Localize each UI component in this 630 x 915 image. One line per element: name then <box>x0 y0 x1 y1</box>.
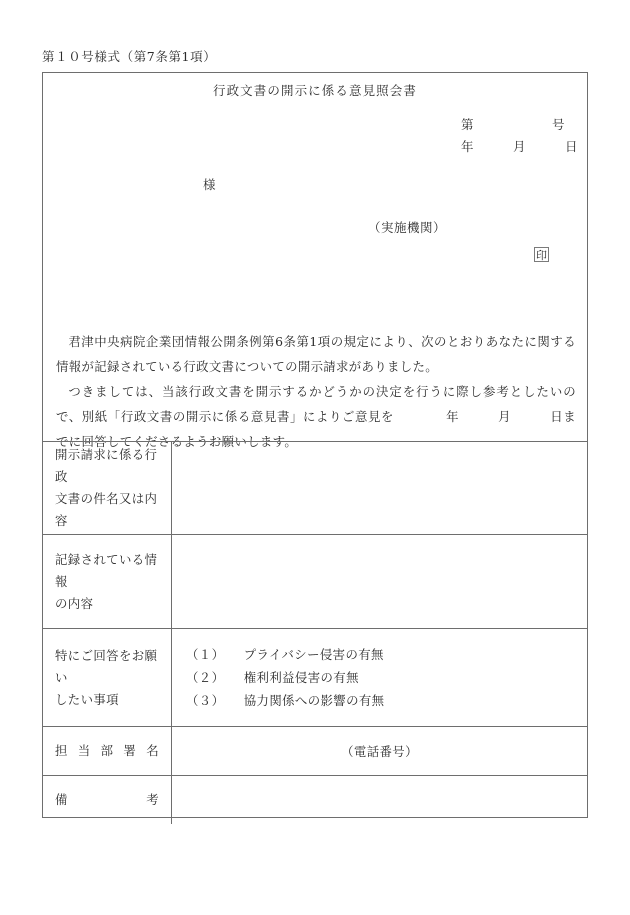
row-value-department-phone[interactable]: （電話番号） <box>172 727 588 776</box>
table-row <box>43 442 587 535</box>
label-char: 名 <box>146 743 159 758</box>
document-date-field[interactable]: 年 月 日 <box>461 139 579 154</box>
list-item: （３） 協力関係への影響の有無 <box>186 693 385 708</box>
body-paragraph-1: 君津中央病院企業団情報公開条例第6条第1項の規定により、次のとおりあなたに関する情報が記録されている行政文書についての開示請求がありました。 <box>56 334 576 374</box>
seal-stamp-box: 印 <box>536 249 547 262</box>
row-label-text <box>43 549 171 615</box>
table-row <box>43 776 587 825</box>
row-label-line-2: 文書の件名又は内容 <box>55 491 158 528</box>
response-item-list <box>172 637 587 718</box>
row-label-text <box>43 444 171 532</box>
row-label-line-1: 開示請求に係る行政 <box>55 447 158 484</box>
list-item: （１） プライバシー侵害の有無 <box>186 647 384 662</box>
row-label-line-1: 特にご回答をお願い <box>55 647 158 685</box>
row-label-recorded-info <box>43 535 172 629</box>
row-label-text <box>43 645 171 711</box>
paragraph-2-before: つきましては、当該行政文書を開示するかどうかの決定を行うに際し参考としたいので、別紙「行政文書の開示に係る意見書」によりご意見を <box>56 384 576 424</box>
document-title: 行政文書の開示に係る意見照会書 <box>212 83 417 98</box>
document-number-field[interactable]: 第 号 <box>461 117 566 132</box>
document-frame <box>42 72 588 818</box>
addressee-field[interactable]: 様 <box>203 177 217 192</box>
row-value-recorded-info[interactable] <box>172 535 588 629</box>
form-table <box>43 441 587 824</box>
form-number-label: 第１０号様式（第7条第1項） <box>42 49 217 64</box>
row-label-response-items <box>43 629 172 727</box>
reply-deadline-field[interactable]: 年 月 日 <box>394 409 564 424</box>
row-label-text <box>43 740 171 762</box>
label-char: 部 <box>100 743 114 758</box>
list-item: （２） 権利利益侵害の有無 <box>186 670 359 685</box>
label-char: 署 <box>123 743 137 758</box>
implementing-agency-label: （実施機関） <box>368 220 447 235</box>
table-row <box>43 535 587 629</box>
row-value-subject[interactable] <box>172 442 588 535</box>
row-value-response-items <box>172 629 588 727</box>
row-value-remarks[interactable] <box>172 776 588 825</box>
label-char: 当 <box>77 743 91 758</box>
row-label-department <box>43 727 172 776</box>
label-char: 備 <box>55 792 68 807</box>
row-label-line-1: 記録されている情報 <box>55 551 158 589</box>
row-label-line-2: の内容 <box>55 595 94 611</box>
label-char: 担 <box>55 743 68 758</box>
body-text <box>56 329 576 454</box>
row-label-text <box>43 789 171 811</box>
row-label-line-2: したい事項 <box>55 691 119 707</box>
row-label-subject <box>43 442 172 535</box>
table-row <box>43 727 587 776</box>
label-char: 考 <box>146 792 159 807</box>
document-header-area <box>43 73 587 449</box>
table-row <box>43 629 587 727</box>
paragraph-2-after: までに回答してくださるようお願いします。 <box>56 409 576 449</box>
row-label-remarks <box>43 776 172 825</box>
